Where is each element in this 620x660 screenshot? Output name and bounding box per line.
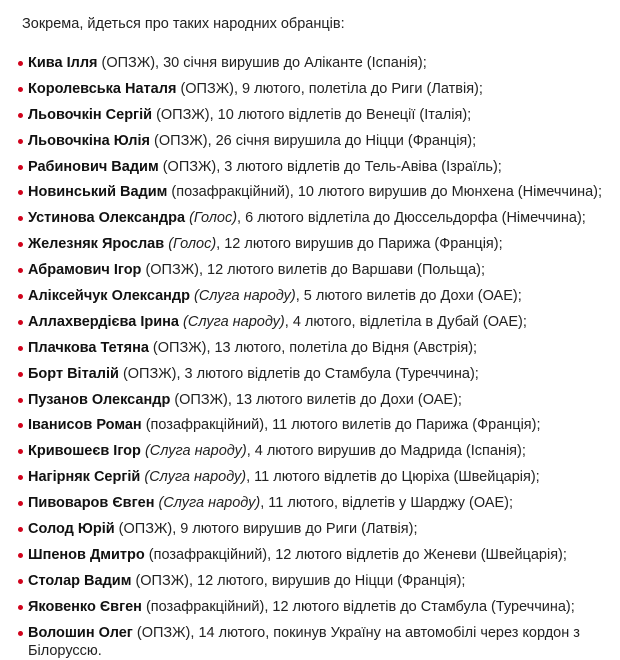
bullet-icon xyxy=(18,372,23,377)
trip-details: , 10 лютого відлетів до Венеції (Італія); xyxy=(209,106,472,123)
deputy-name: Рабинович Вадим xyxy=(28,158,159,175)
list-item xyxy=(12,235,608,253)
list-item xyxy=(12,158,608,176)
deputy-party: (Голос) xyxy=(189,210,238,227)
trip-details: , 13 лютого вилетів до Дохи (ОАЕ); xyxy=(227,391,462,408)
deputy-party: (позафракційний) xyxy=(148,546,268,563)
bullet-icon xyxy=(18,398,23,403)
trip-details: , 12 лютого відлетів до Женеви (Швейцарія); xyxy=(267,546,567,563)
trip-details: , 4 лютого, відлетіла в Дубай (ОАЕ); xyxy=(284,313,527,330)
list-item xyxy=(12,624,608,660)
deputy-party: (Слуга народу) xyxy=(183,313,285,330)
deputy-party: (ОПЗЖ) xyxy=(118,521,173,538)
trip-details: , 11 лютого відлетів до Цюріха (Швейцарія); xyxy=(246,469,540,486)
bullet-icon xyxy=(18,475,23,480)
deputy-name: Іванисов Роман xyxy=(28,417,142,434)
list-item xyxy=(12,54,608,72)
deputy-party: (ОПЗЖ) xyxy=(180,80,234,97)
list-item xyxy=(12,391,608,409)
trip-details: , 9 лютого, полетіла до Риги (Латвія); xyxy=(233,80,483,97)
deputy-party: (позафракційний) xyxy=(145,598,265,615)
deputy-name: Устинова Олександра xyxy=(28,210,186,227)
list-item xyxy=(12,416,608,434)
deputy-party: (ОПЗЖ) xyxy=(162,158,217,175)
list-item xyxy=(12,132,608,150)
deputy-name: Пивоваров Євген xyxy=(28,495,155,512)
deputy-party: (ОПЗЖ) xyxy=(152,339,207,356)
deputy-party: (ОПЗЖ) xyxy=(154,132,208,149)
bullet-icon xyxy=(18,631,23,636)
deputy-name: Плачкова Тетяна xyxy=(28,339,149,356)
deputy-party: (ОПЗЖ) xyxy=(135,572,189,589)
trip-details: , 9 лютого вирушив до Риги (Латвія); xyxy=(172,521,418,538)
list-item xyxy=(12,106,608,124)
list-item xyxy=(12,339,608,357)
list-item xyxy=(12,209,608,227)
deputy-party: (Слуга народу) xyxy=(144,469,247,486)
deputy-name: Льовочкін Сергій xyxy=(28,106,153,123)
list-item xyxy=(12,494,608,512)
bullet-icon xyxy=(18,165,23,170)
trip-details: , 10 лютого вирушив до Мюнхена (Німеччина); xyxy=(289,184,603,201)
deputy-name: Пузанов Олександр xyxy=(28,391,171,408)
deputy-party: (Слуга народу) xyxy=(193,288,296,305)
deputy-party: (ОПЗЖ) xyxy=(156,106,210,123)
deputy-name: Кива Ілля xyxy=(28,55,98,71)
trip-details: , 12 лютого вирушив до Парижа (Франція); xyxy=(216,236,503,253)
deputy-name: Нагірняк Сергій xyxy=(28,469,141,486)
trip-details: , 3 лютого відлетів до Тель-Авіва (Ізраїль); xyxy=(216,158,502,175)
bullet-icon xyxy=(18,294,23,299)
list-item xyxy=(12,520,608,538)
deputy-name: Аллахвердієва Ірина xyxy=(28,313,179,330)
deputy-party: (ОПЗЖ) xyxy=(122,365,177,382)
bullet-icon xyxy=(18,553,23,558)
bullet-icon xyxy=(18,449,23,454)
list-item xyxy=(12,365,608,383)
trip-details: , 5 лютого вилетів до Дохи (ОАЕ); xyxy=(295,288,522,305)
deputy-name: Аліксейчук Олександр xyxy=(28,288,190,305)
deputy-name: Королевська Наталя xyxy=(28,80,177,97)
deputy-party: (ОПЗЖ) xyxy=(174,391,228,408)
deputies-list xyxy=(12,54,608,660)
bullet-icon xyxy=(18,605,23,610)
list-item xyxy=(12,261,608,279)
bullet-icon xyxy=(18,579,23,584)
trip-details: , 30 січня вирушив до Аліканте (Іспанія); xyxy=(155,55,427,71)
deputy-name: Столар Вадим xyxy=(28,572,132,589)
deputy-party: (позафракційний) xyxy=(145,417,265,434)
trip-details: , 26 січня вирушила до Ніцци (Франція); xyxy=(207,132,477,149)
list-item xyxy=(12,468,608,486)
bullet-icon xyxy=(18,320,23,325)
deputy-name: Шпенов Дмитро xyxy=(28,546,145,563)
list-item xyxy=(12,598,608,616)
intro-paragraph: Зокрема, йдеться про таких народних обранців: xyxy=(22,16,345,32)
trip-details: , 13 лютого, полетіла до Відня (Австрія); xyxy=(206,339,478,356)
deputy-name: Борт Віталій xyxy=(28,365,119,382)
bullet-icon xyxy=(18,190,23,195)
bullet-icon xyxy=(18,423,23,428)
deputy-party: (позафракційний) xyxy=(171,184,290,201)
bullet-icon xyxy=(18,139,23,144)
bullet-icon xyxy=(18,113,23,118)
trip-details: , 12 лютого вилетів до Варшави (Польща); xyxy=(198,262,485,279)
list-item xyxy=(12,572,608,590)
deputy-name: Льовочкіна Юлія xyxy=(28,132,151,149)
deputy-name: Кривошеєв Ігор xyxy=(28,443,141,460)
deputy-name: Яковенко Євген xyxy=(28,598,142,615)
bullet-icon xyxy=(18,501,23,506)
deputy-name: Новинський Вадим xyxy=(28,184,168,201)
deputy-name: Абрамович Ігор xyxy=(28,262,142,279)
trip-details: , 12 лютого, вирушив до Ніцци (Франція); xyxy=(188,572,466,589)
deputy-name: Железняк Ярослав xyxy=(28,236,165,253)
bullet-icon xyxy=(18,61,23,66)
bullet-icon xyxy=(18,242,23,247)
list-item xyxy=(12,183,608,201)
deputy-party: (ОПЗЖ) xyxy=(145,262,199,279)
deputy-party: (ОПЗЖ) xyxy=(136,624,191,641)
deputy-party: (Слуга народу) xyxy=(144,443,247,460)
list-item xyxy=(12,287,608,305)
bullet-icon xyxy=(18,346,23,351)
bullet-icon xyxy=(18,87,23,92)
trip-details: , 12 лютого відлетів до Стамбула (Туреччина); xyxy=(264,598,575,615)
deputy-name: Солод Юрій xyxy=(28,521,115,538)
trip-details: , 4 лютого вирушив до Мадрида (Іспанія); xyxy=(246,443,526,460)
deputy-name: Волошин Олег xyxy=(28,624,133,641)
list-item xyxy=(12,546,608,564)
trip-details: , 3 лютого відлетів до Стамбула (Туреччина); xyxy=(176,365,479,382)
bullet-icon xyxy=(18,216,23,221)
deputy-party: (ОПЗЖ) xyxy=(101,55,156,71)
bullet-icon xyxy=(18,268,23,273)
list-item xyxy=(12,442,608,460)
trip-details: , 6 лютого відлетіла до Дюссельдорфа (Німеччина); xyxy=(237,210,586,227)
list-item xyxy=(12,313,608,331)
list-item xyxy=(12,80,608,98)
deputy-party: (Слуга народу) xyxy=(158,495,261,512)
bullet-icon xyxy=(18,527,23,532)
trip-details: , 11 лютого вилетів до Парижа (Франція); xyxy=(264,417,541,434)
trip-details: , 11 лютого, відлетів у Шарджу (ОАЕ); xyxy=(260,495,514,512)
deputy-party: (Голос) xyxy=(168,236,217,253)
trip-details: , 14 лютого, покинув Україну на автомобілі через кордон з Білоруссю. xyxy=(28,624,580,659)
